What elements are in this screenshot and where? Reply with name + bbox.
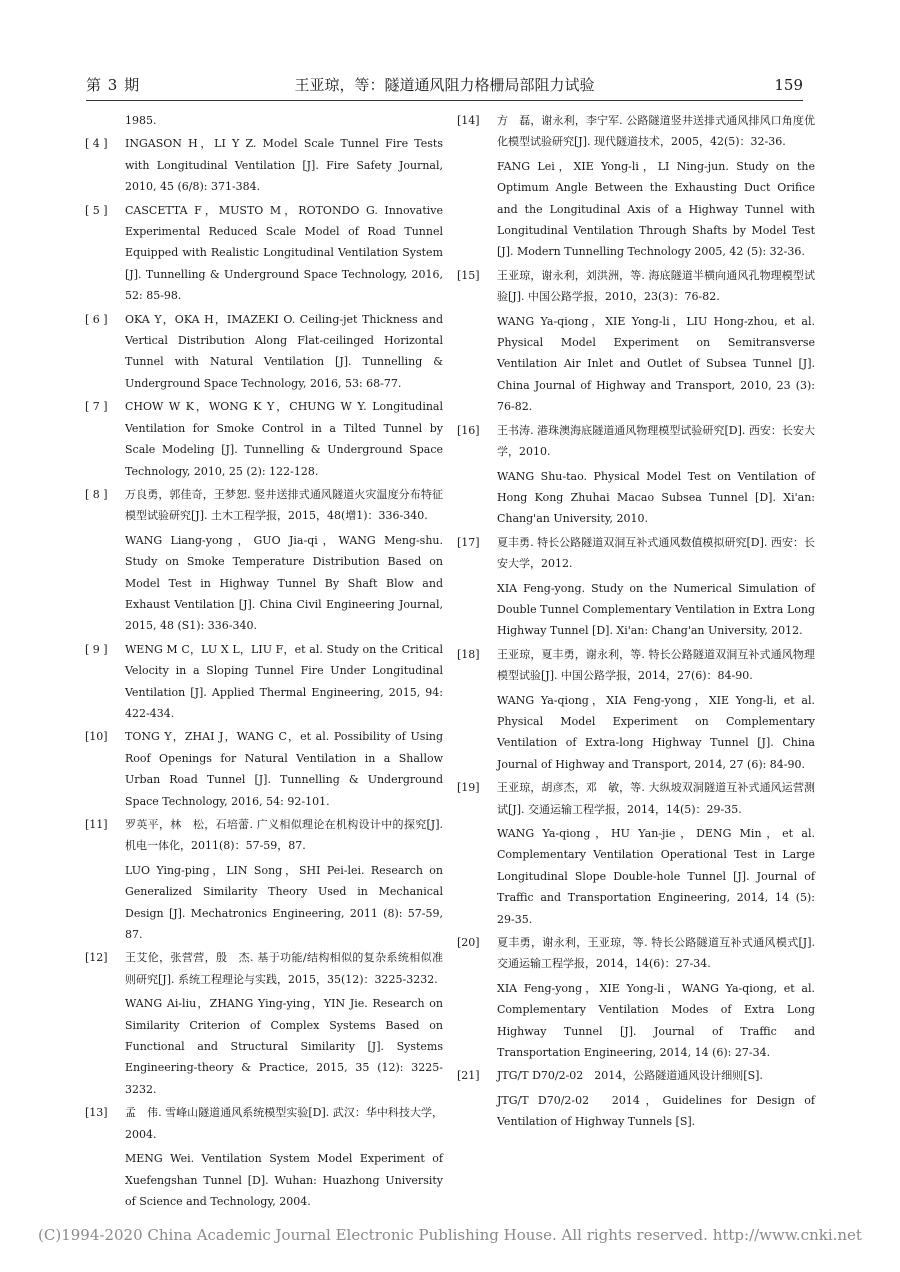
reference-body bbox=[125, 1102, 443, 1212]
reference-text: WANG Shu-tao. Physical Model Test on Ventilation of Hong Kong Zhuhai Macao Subsea Tunnel [D]. Xi'an: Chang'an University, 2010. bbox=[497, 469, 815, 526]
reference-number: [ 7 ] bbox=[85, 400, 108, 414]
reference-number: [16] bbox=[457, 423, 480, 437]
reference-entry bbox=[85, 484, 443, 637]
header-divider bbox=[86, 100, 803, 101]
issue-number: 第 3 期 bbox=[86, 76, 141, 94]
reference-number: [18] bbox=[457, 647, 480, 661]
reference-text: 王亚琼，谢永利，刘洪洲，等. 海底隧道半横向通风孔物理模型试验[J]. 中国公路学报，2010，23(3)：76-82. bbox=[497, 268, 815, 304]
reference-body bbox=[125, 200, 443, 307]
reference-body bbox=[125, 814, 443, 945]
reference-number: [19] bbox=[457, 781, 480, 795]
reference-body bbox=[497, 644, 815, 775]
reference-entry bbox=[85, 396, 443, 482]
reference-number: [21] bbox=[457, 1069, 480, 1083]
reference-text: 王亚琼，胡彦杰，邓 敏，等. 大纵坡双洞隧道互补式通风运营测试[J]. 交通运输工程学报，2014，14(5)：29-35. bbox=[497, 781, 815, 816]
page-number: 159 bbox=[774, 76, 803, 94]
reference-body bbox=[125, 396, 443, 482]
reference-entry bbox=[85, 110, 443, 131]
reference-entry bbox=[85, 947, 443, 1100]
reference-text: WANG Ai-liu，ZHANG Ying-ying，YIN Jie. Research on Similarity Criterion of Complex Systems Based on Functional and Structural Similarity [J]. Systems Engineering-theory & Practice, 2015, 35 (12): 3225-3232. bbox=[125, 997, 443, 1096]
reference-body bbox=[497, 420, 815, 530]
reference-entry bbox=[85, 200, 443, 307]
references-right-column bbox=[457, 110, 815, 1133]
reference-text: CHOW W K，WONG K Y，CHUNG W Y. Longitudinal Ventilation for Smoke Control in a Tilted Tunnel by Scale Modeling [J]. Tunnelling & Underground Space Technology, 2010, 25 (2): 122-128. bbox=[125, 400, 443, 478]
reference-text: TONG Y，ZHAI J，WANG C，et al. Possibility of Using Roof Openings for Natural Ventilation in a Shallow Urban Road Tunnel [J]. Tunnelling & Underground Space Technology, 2016, 54: 92-101. bbox=[125, 730, 443, 808]
reference-text: 王艾伦，张营营，殷 杰. 基于功能/结构相似的复杂系统相似准则研究[J]. 系统工程理论与实践，2015，35(12)：3225-3232. bbox=[125, 951, 443, 986]
reference-number: [10] bbox=[85, 730, 108, 744]
reference-entry bbox=[85, 639, 443, 725]
reference-number: [20] bbox=[457, 936, 480, 950]
reference-entry bbox=[457, 777, 815, 930]
reference-text: 方 磊，谢永利，李宁军. 公路隧道竖井送排式通风排风口角度优化模型试验研究[J]. 现代隧道技术，2005，42(5)：32-36. bbox=[497, 114, 815, 149]
reference-entry bbox=[457, 644, 815, 775]
reference-text: OKA Y，OKA H，IMAZEKI O. Ceiling-jet Thickness and Vertical Distribution Along Flat-ceilinged Horizontal Tunnel with Natural Ventilation [J]. Tunnelling & Underground Space Technology, 2016, 53: 68-77. bbox=[125, 312, 443, 390]
reference-number: [ 5 ] bbox=[85, 203, 108, 217]
reference-body bbox=[125, 110, 443, 131]
reference-body bbox=[125, 947, 443, 1100]
reference-text: XIA Feng-yong. Study on the Numerical Simulation of Double Tunnel Complementary Ventilation in Extra Long Highway Tunnel [D]. Xi'an: Chang'an University, 2012. bbox=[497, 581, 815, 638]
references-left-column bbox=[85, 110, 443, 1212]
reference-entry bbox=[85, 1102, 443, 1212]
reference-text: INGASON H，LI Y Z. Model Scale Tunnel Fire Tests with Longitudinal Ventilation [J]. Fire Safety Journal, 2010, 45 (6/8): 371-384. bbox=[125, 137, 443, 194]
reference-number: [ 9 ] bbox=[85, 642, 108, 656]
reference-body bbox=[125, 133, 443, 197]
reference-body bbox=[125, 639, 443, 725]
reference-text: FANG Lei，XIE Yong-li，LI Ning-jun. Study on the Optimum Angle Between the Exhausting Duct Orifice and the Longitudinal Axis of a Highway Tunnel with Longitudinal Ventilation Through Shafts by Model Test [J]. Modern Tunnelling Technology 2005, 42 (5): 32-36. bbox=[497, 159, 815, 259]
reference-body bbox=[497, 265, 815, 418]
reference-entry bbox=[85, 726, 443, 812]
reference-number: [ 6 ] bbox=[85, 312, 108, 326]
reference-text: JTG/T D70/2-02 2014，Guidelines for Design of Ventilation of Highway Tunnels [S]. bbox=[497, 1093, 815, 1129]
reference-text: 王亚琼，夏丰勇，谢永利，等. 特长公路隧道双洞互补式通风物理模型试验[J]. 中国公路学报，2014，27(6)：84-90. bbox=[497, 647, 815, 683]
running-title: 王亚琼，等：隧道通风阻力格栅局部阻力试验 bbox=[294, 76, 595, 94]
reference-text: WANG Ya-qiong，XIA Feng-yong，XIE Yong-li, et al. Physical Model Experiment on Complementary Ventilation of Extra-long Highway Tunnel [J]. China Journal of Highway and Transport, 2014, 27 (6): 84-90. bbox=[497, 693, 815, 771]
reference-entry bbox=[457, 110, 815, 263]
reference-number: [11] bbox=[85, 818, 108, 831]
reference-entry bbox=[85, 814, 443, 945]
reference-text: 王书涛. 港珠澳海底隧道通风物理模型试验研究[D]. 西安：长安大学，2010. bbox=[497, 423, 815, 459]
reference-text: 孟 伟. 雪峰山隧道通风系统模型实验[D]. 武汉：华中科技大学，2004. bbox=[125, 1106, 443, 1141]
reference-body bbox=[497, 110, 815, 263]
reference-entry bbox=[457, 420, 815, 530]
reference-text: 万良勇，郭佳奇，王梦恕. 竖井送排式通风隧道火灾温度分布特征模型试验研究[J]. 土木工程学报，2015，48(增1)：336-340. bbox=[125, 487, 443, 523]
reference-body bbox=[497, 1065, 815, 1132]
reference-number: [17] bbox=[457, 535, 480, 549]
reference-entry bbox=[457, 532, 815, 642]
reference-text: LUO Ying-ping，LIN Song，SHI Pei-lei. Research on Generalized Similarity Theory Used in Mechanical Design [J]. Mechatronics Engineering, 2011 (8): 57-59, 87. bbox=[125, 863, 443, 942]
reference-number: [14] bbox=[457, 114, 480, 127]
reference-text: WENG M C，LU X L，LIU F，et al. Study on the Critical Velocity in a Sloping Tunnel Fire Under Longitudinal Ventilation [J]. Applied Thermal Engineering, 2015, 94: 422-434. bbox=[125, 642, 443, 720]
running-header bbox=[86, 73, 803, 97]
reference-entry bbox=[85, 133, 443, 197]
reference-body bbox=[125, 484, 443, 637]
reference-text: WANG Liang-yong，GUO Jia-qi，WANG Meng-shu. Study on Smoke Temperature Distribution Based on Model Test in Highway Tunnel By Shaft Blow and Exhaust Ventilation [J]. China Civil Engineering Journal, 2015, 48 (S1): 336-340. bbox=[125, 533, 443, 633]
reference-number: [12] bbox=[85, 951, 108, 965]
reference-number: [13] bbox=[85, 1106, 108, 1120]
reference-entry bbox=[457, 932, 815, 1063]
reference-entry bbox=[457, 265, 815, 418]
reference-body bbox=[497, 532, 815, 642]
reference-entry bbox=[85, 309, 443, 395]
reference-text: 罗英平，林 松，石培蕾. 广义相似理论在机构设计中的探究[J]. 机电一体化，2011(8)：57-59，87. bbox=[125, 818, 443, 853]
reference-text: CASCETTA F，MUSTO M，ROTONDO G. Innovative Experimental Reduced Scale Model of Road Tunnel Equipped with Realistic Longitudinal Ventilation System [J]. Tunnelling & Underground Space Technology, 2016, 52: 85-98. bbox=[125, 203, 443, 303]
reference-text: WANG Ya-qiong，XIE Yong-li，LIU Hong-zhou, et al. Physical Model Experiment on Semitransverse Ventilation Air Inlet and Outlet of Subsea Tunnel [J]. China Journal of Highway and Transport, 2010, 23 (3): 76-82. bbox=[497, 314, 815, 414]
copyright-footer: (C)1994-2020 China Academic Journal Electronic Publishing House. All rights reserved. http://www.cnki.net bbox=[38, 1226, 862, 1244]
reference-text: WANG Ya-qiong，HU Yan-jie，DENG Min，et al. Complementary Ventilation Operational Test in Large Longitudinal Slope Double-hole Tunnel [J]. Journal of Traffic and Transportation Engineering, 2014, 14 (5): 29-35. bbox=[497, 827, 815, 926]
reference-text: MENG Wei. Ventilation System Model Experiment of Xuefengshan Tunnel [D]. Wuhan: Huazhong University of Science and Technology, 2004. bbox=[125, 1152, 443, 1208]
reference-number: [ 4 ] bbox=[85, 137, 108, 151]
reference-text: 1985. bbox=[125, 114, 157, 127]
reference-text: JTG/T D70/2-02 2014，公路隧道通风设计细则[S]. bbox=[497, 1069, 763, 1083]
reference-body bbox=[125, 726, 443, 812]
reference-number: [15] bbox=[457, 268, 480, 282]
reference-body bbox=[497, 777, 815, 930]
reference-body bbox=[497, 932, 815, 1063]
reference-number: [ 8 ] bbox=[85, 487, 108, 501]
reference-number bbox=[85, 110, 125, 131]
reference-entry bbox=[457, 1065, 815, 1132]
reference-body bbox=[125, 309, 443, 395]
reference-text: 夏丰勇，谢永利，王亚琼，等. 特长公路隧道互补式通风模式[J]. 交通运输工程学报，2014，14(6)：27-34. bbox=[497, 936, 815, 971]
reference-text: XIA Feng-yong，XIE Yong-li，WANG Ya-qiong, et al. Complementary Ventilation Modes of Extra Long Highway Tunnel [J]. Journal of Traffic and Transportation Engineering, 2014, 14 (6): 27-34. bbox=[497, 981, 815, 1060]
reference-text: 夏丰勇. 特长公路隧道双洞互补式通风数值模拟研究[D]. 西安：长安大学，2012. bbox=[497, 535, 815, 571]
